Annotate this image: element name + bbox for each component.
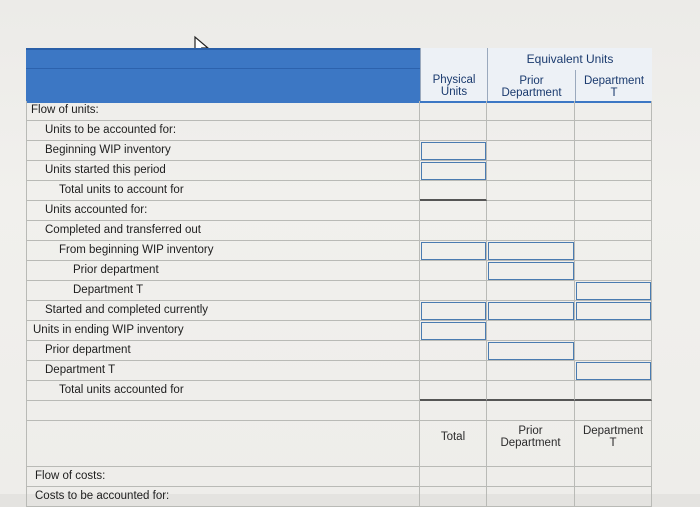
input-cell[interactable] [487,381,575,401]
row-label: Completed and transferred out [45,224,201,236]
row-label: Units to be accounted for: [45,124,177,136]
input-cell[interactable] [575,381,652,401]
table-row [26,141,652,161]
row-label-cell [26,401,420,421]
row-label: Units started this period [45,164,166,176]
input-cell[interactable] [420,467,487,487]
row-label: Flow of costs: [35,470,106,482]
blank-header-cell [26,421,420,467]
input-cell[interactable] [575,201,652,221]
prior-department-cost-header [487,421,575,467]
input-cell[interactable] [575,401,652,421]
input-cell[interactable] [575,361,652,381]
input-cell[interactable] [420,361,487,381]
input-cell[interactable] [575,301,652,321]
row-label: Total units to account for [59,184,184,196]
input-cell[interactable] [487,487,575,507]
row-label: Department T [73,284,144,296]
input-cell[interactable] [575,487,652,507]
input-cell[interactable] [420,487,487,507]
input-cell[interactable] [420,221,487,241]
input-cell[interactable] [487,201,575,221]
input-cell[interactable] [420,281,487,301]
row-label-cell [26,101,420,121]
input-cell[interactable] [487,467,575,487]
input-cell[interactable] [487,101,575,121]
row-label-cell [26,261,420,281]
row-label: Beginning WIP inventory [45,144,171,156]
input-cell[interactable] [575,121,652,141]
input-cell[interactable] [487,281,575,301]
input-cell[interactable] [487,221,575,241]
row-label: Prior department [73,264,159,276]
input-cell[interactable] [420,201,487,221]
row-label: Prior department [45,344,131,356]
row-label-cell [26,181,420,201]
input-cell[interactable] [420,241,487,261]
row-label-cell [26,321,420,341]
input-cell[interactable] [575,467,652,487]
row-label-cell [26,341,420,361]
row-label-cell [26,281,420,301]
input-cell[interactable] [420,401,487,421]
input-cell[interactable] [420,141,487,161]
input-cell[interactable] [420,301,487,321]
input-cell[interactable] [575,261,652,281]
table-row [26,361,652,381]
input-cell[interactable] [575,321,652,341]
equivalent-units-worksheet [26,48,652,502]
table-row [26,301,652,321]
row-label-cell [26,361,420,381]
prior-department-label: Prior [518,425,543,437]
prior-department-label: Department [500,437,561,449]
input-cell[interactable] [487,121,575,141]
row-label-cell [26,161,420,181]
row-label-cell [26,467,420,487]
input-cell[interactable] [420,321,487,341]
input-cell[interactable] [487,241,575,261]
row-label: Units in ending WIP inventory [33,324,184,336]
department-t-cost-header [575,421,652,467]
table-row [26,161,652,181]
input-cell[interactable] [487,321,575,341]
row-label: Total units accounted for [59,384,184,396]
table-row [26,381,652,401]
costs-header-row [26,421,652,467]
input-cell[interactable] [420,181,487,201]
table-row [26,221,652,241]
input-cell[interactable] [420,161,487,181]
input-cell[interactable] [487,301,575,321]
row-label: Units accounted for: [45,204,148,216]
table-row [26,487,652,507]
row-label-cell [26,141,420,161]
total-label: Total [440,431,466,443]
equivalent-units-header: Equivalent Units [487,48,652,70]
input-cell[interactable] [487,141,575,161]
input-cell[interactable] [420,261,487,281]
table-row [26,121,652,141]
row-label-cell [26,201,420,221]
input-cell[interactable] [575,101,652,121]
input-cell[interactable] [487,401,575,421]
input-cell[interactable] [575,161,652,181]
table-row [26,261,652,281]
physical-units-header: Physical Units [420,48,487,101]
input-cell[interactable] [575,181,652,201]
input-cell[interactable] [487,181,575,201]
input-cell[interactable] [487,361,575,381]
department-t-header: Department T [575,70,652,101]
table-row [26,341,652,361]
row-label: Costs to be accounted for: [35,490,170,502]
total-header [420,421,487,467]
table-row [26,401,652,421]
input-cell[interactable] [420,381,487,401]
table-row [26,241,652,261]
input-cell[interactable] [420,341,487,361]
input-cell[interactable] [487,341,575,361]
department-t-label: Department [582,425,644,437]
prior-department-header: Prior Department [487,70,575,101]
input-cell[interactable] [575,241,652,261]
input-cell[interactable] [575,141,652,161]
table-row [26,321,652,341]
row-label-cell [26,487,420,507]
row-label: From beginning WIP inventory [59,244,214,256]
input-cell[interactable] [575,341,652,361]
row-label: Flow of units: [31,104,99,116]
row-label-cell [26,221,420,241]
input-cell[interactable] [487,161,575,181]
table-row [26,201,652,221]
row-label-cell [26,381,420,401]
input-cell[interactable] [575,281,652,301]
row-label-cell [26,241,420,261]
department-t-label: T [609,437,617,449]
table-row [26,181,652,201]
table-row [26,101,652,121]
row-label-cell [26,301,420,321]
row-label-cell [26,121,420,141]
input-cell[interactable] [487,261,575,281]
input-cell[interactable] [420,101,487,121]
input-cell[interactable] [420,121,487,141]
row-label: Started and completed currently [45,304,209,316]
input-cell[interactable] [575,221,652,241]
table-row [26,281,652,301]
table-row [26,467,652,487]
row-label: Department T [45,364,116,376]
